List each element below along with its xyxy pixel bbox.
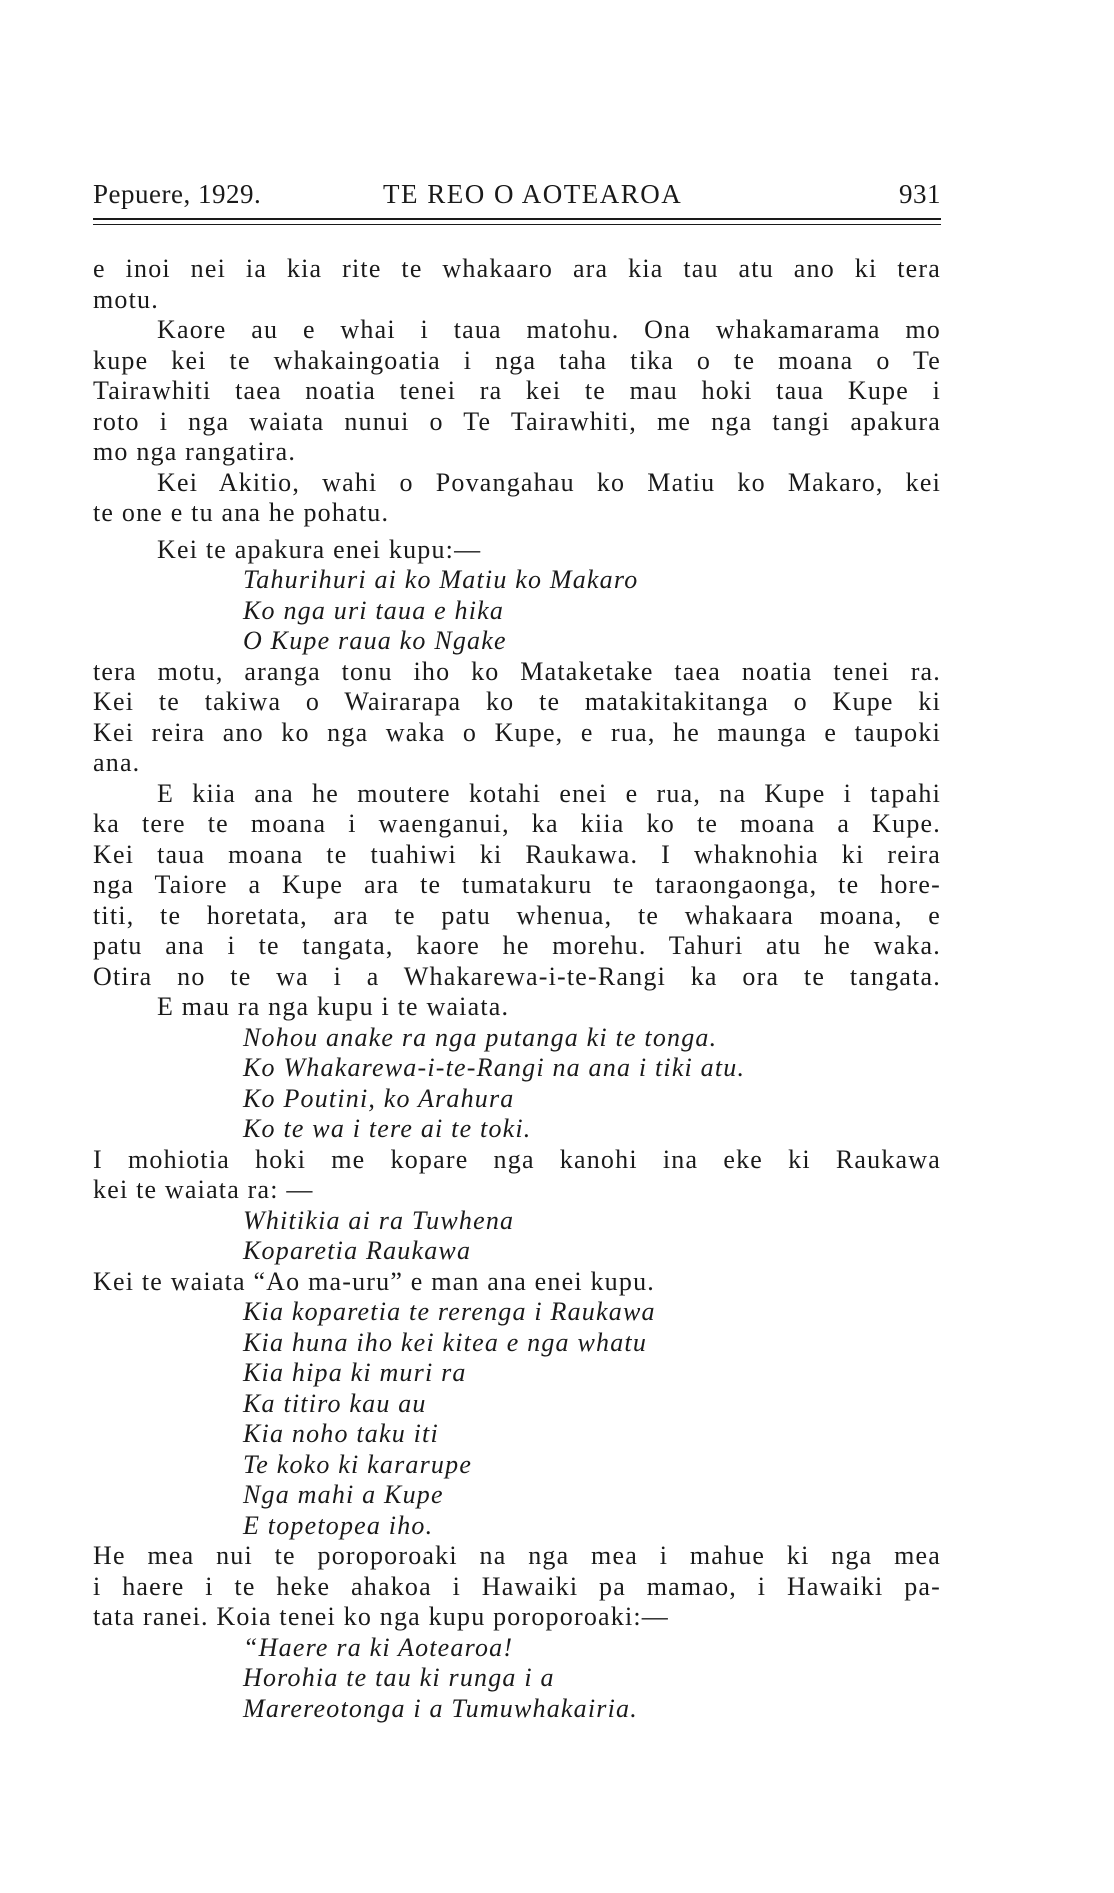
- text-line: Kei te apakura enei kupu:—: [157, 534, 482, 564]
- running-header: [93, 175, 941, 215]
- text-line: motu.: [93, 284, 159, 314]
- text-line: roto i nga waiata nunui o Te Tairawhiti, me nga tangi apakura: [93, 406, 941, 436]
- text-line: Kei te takiwa o Wairarapa ko te matakitakitanga o Kupe ki: [93, 687, 941, 716]
- header-date: Pepuere, 1929.: [93, 179, 262, 209]
- verse-line: Kia koparetia te rerenga i Raukawa: [243, 1297, 656, 1326]
- text-line: tera motu, aranga tonu iho ko Mataketake taea noatia tenei ra.: [93, 656, 941, 686]
- verse-line: Te koko ki kararupe: [243, 1449, 473, 1479]
- text-line: Otira no te wa i a Whakarewa-i-te-Rangi ka ora te tangata.: [93, 961, 941, 991]
- text-line: patu ana i te tangata, kaore he morehu. Tahuri atu he waka.: [93, 931, 941, 960]
- verse-line: “Haere ra ki Aotearoa!: [243, 1632, 514, 1662]
- text-line: I mohiotia hoki me kopare nga kanohi ina eke ki Raukawa: [93, 1144, 941, 1174]
- header-rule: [93, 218, 941, 220]
- verse-line: E topetopea iho.: [243, 1510, 434, 1540]
- body-text: [93, 254, 941, 1724]
- text-line: Kei te waiata “Ao ma-uru” e man ana enei kupu.: [93, 1266, 655, 1296]
- header-rule-thin: [93, 224, 941, 225]
- verse-line: Ko Poutini, ko Arahura: [243, 1083, 515, 1113]
- text-line: ka tere te moana i waenganui, ka kiia ko te moana a Kupe.: [93, 809, 941, 838]
- verse-line: O Kupe raua ko Ngake: [243, 626, 507, 655]
- text-line: titi, te horetata, ara te patu whenua, te whakaara moana, e: [93, 900, 941, 930]
- verse-line: Ko Whakarewa-i-te-Rangi na ana i tiki atu.: [243, 1053, 746, 1082]
- verse-line: Kia noho taku iti: [243, 1419, 439, 1448]
- verse-line: Kia hipa ki muri ra: [243, 1358, 467, 1387]
- text-line: tata ranei. Koia tenei ko nga kupu poroporoaki:—: [93, 1602, 670, 1631]
- text-line: mo nga rangatira.: [93, 437, 297, 466]
- verse-line: Whitikia ai ra Tuwhena: [243, 1205, 515, 1235]
- text-line: Tairawhiti taea noatia tenei ra kei te mau hoki taua Kupe i: [93, 376, 941, 405]
- verse-line: Nohou anake ra nga putanga ki te tonga.: [243, 1022, 718, 1052]
- verse-line: Kia huna iho kei kitea e nga whatu: [243, 1327, 648, 1357]
- text-line: nga Taiore a Kupe ara te tumatakuru te taraongaonga, te hore-: [93, 870, 941, 899]
- verse-line: Nga mahi a Kupe: [243, 1480, 444, 1509]
- text-line: Kaore au e whai i taua matohu. Ona whakamarama mo: [157, 315, 941, 344]
- text-line: He mea nui te poroporoaki na nga mea i mahue ki nga mea: [93, 1541, 941, 1570]
- text-line: kupe kei te whakaingoatia i nga taha tika o te moana o Te: [93, 345, 941, 375]
- verse-line: Horohia te tau ki runga i a: [243, 1663, 555, 1692]
- verse-line: Koparetia Raukawa: [243, 1236, 472, 1265]
- text-line: Kei taua moana te tuahiwi ki Raukawa. I whaknohia ki reira: [93, 839, 941, 869]
- text-line: i haere i te heke ahakoa i Hawaiki pa mamao, i Hawaiki pa-: [93, 1571, 941, 1601]
- verse-line: Ko nga uri taua e hika: [243, 595, 505, 625]
- header-journal-title: TE REO O AOTEAROA: [383, 179, 683, 209]
- text-line: e inoi nei ia kia rite te whakaaro ara kia tau atu ano ki tera: [93, 254, 941, 283]
- text-line: kei te waiata ra: —: [93, 1175, 314, 1204]
- verse-line: Tahurihuri ai ko Matiu ko Makaro: [243, 565, 639, 594]
- text-line: ana.: [93, 748, 141, 777]
- text-line: Kei Akitio, wahi o Povangahau ko Matiu ko Makaro, kei: [157, 467, 941, 497]
- text-line: E kiia ana he moutere kotahi enei e rua, na Kupe i tapahi: [157, 778, 941, 808]
- text-line: te one e tu ana he pohatu.: [93, 498, 390, 527]
- verse-line: Ko te wa i tere ai te toki.: [243, 1114, 532, 1143]
- verse-line: Ka titiro kau au: [243, 1388, 427, 1418]
- text-line: E mau ra nga kupu i te waiata.: [157, 992, 510, 1021]
- text-line: Kei reira ano ko nga waka o Kupe, e rua, he maunga e taupoki: [93, 717, 941, 747]
- header-page-number: 931: [899, 179, 941, 209]
- verse-line: Marereotonga i a Tumuwhakairia.: [243, 1693, 638, 1723]
